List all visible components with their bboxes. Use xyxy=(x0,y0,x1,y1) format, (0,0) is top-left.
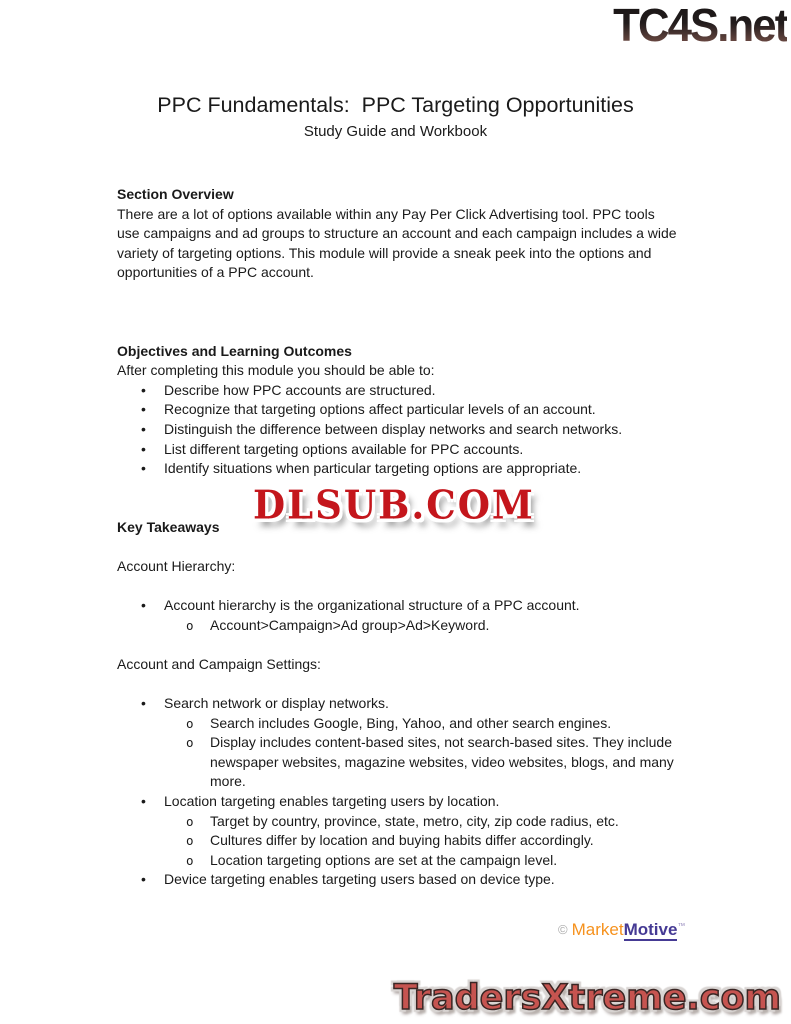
takeaway-bullet xyxy=(117,792,677,812)
takeaway-sub-bullet xyxy=(117,733,677,792)
marketmotive-logo xyxy=(558,920,685,940)
takeaway-bullet xyxy=(117,596,677,616)
objective-bullet xyxy=(117,420,677,440)
takeaway-bullet xyxy=(117,694,677,714)
sub-bullet-marker: o xyxy=(186,813,194,829)
bullet-marker: • xyxy=(141,401,146,418)
objective-bullet xyxy=(117,381,677,401)
sub-bullet-marker: o xyxy=(186,715,194,731)
takeaway-text: Display includes content-based sites, not search-based sites. They include newspaper websites, magazine websites, video websites, blogs, and many more. xyxy=(210,734,674,790)
document-body xyxy=(117,185,677,890)
campaign-settings-label: Account and Campaign Settings: xyxy=(117,655,321,672)
objective-bullet xyxy=(117,400,677,420)
tradersxtreme-watermark-logo: TradersXtreme.com xyxy=(393,978,781,1018)
trademark-symbol: ™ xyxy=(677,921,686,931)
objectives-intro: After completing this module you should be able to: xyxy=(117,362,435,379)
copyright-icon: © xyxy=(558,922,568,937)
takeaway-text: Account>Campaign>Ad group>Ad>Keyword. xyxy=(210,616,490,633)
takeaway-text: Cultures differ by location and buying habits differ accordingly. xyxy=(210,832,594,849)
bullet-marker: • xyxy=(141,460,146,477)
sub-bullet-marker: o xyxy=(186,852,194,868)
takeaway-sub-bullet xyxy=(117,714,677,734)
brand-market-text: Market xyxy=(571,920,624,939)
sub-bullet-marker: o xyxy=(186,617,194,633)
sub-bullet-marker: o xyxy=(186,735,194,751)
takeaway-sub-bullet xyxy=(117,616,677,636)
objective-bullet xyxy=(117,459,677,479)
objective-text: Describe how PPC accounts are structured. xyxy=(164,381,436,398)
page-subtitle: Study Guide and Workbook xyxy=(303,122,488,140)
takeaway-text: Account hierarchy is the organizational structure of a PPC account. xyxy=(164,597,580,614)
takeaway-text: Location targeting options are set at the campaign level. xyxy=(210,851,558,868)
section-overview-paragraph: There are a lot of options available within any Pay Per Click Advertising tool. PPC tools use campaigns and ad groups to structure an account and each campaign includes a wide variety of targeting options. This module will provide a sneak peek into the options and opportunities of a PPC account. xyxy=(117,205,677,281)
takeaway-text: Location targeting enables targeting users by location. xyxy=(164,793,500,810)
takeaway-text: Search network or display networks. xyxy=(164,695,389,712)
takeaway-sub-bullet xyxy=(117,812,677,832)
takeaway-text: Search includes Google, Bing, Yahoo, and other search engines. xyxy=(210,714,612,731)
takeaway-text: Target by country, province, state, metro, city, zip code radius, etc. xyxy=(210,812,619,829)
tc4s-watermark-logo: TC4S.net xyxy=(612,0,787,51)
bullet-marker: • xyxy=(141,440,146,457)
account-hierarchy-label: Account Hierarchy: xyxy=(117,557,236,574)
sub-bullet-marker: o xyxy=(186,833,194,849)
bullet-marker: • xyxy=(141,871,146,888)
bullet-marker: • xyxy=(141,793,146,810)
takeaway-text: Device targeting enables targeting users based on device type. xyxy=(164,871,555,888)
bullet-marker: • xyxy=(141,420,146,437)
takeaway-sub-bullet xyxy=(117,831,677,851)
objectives-heading: Objectives and Learning Outcomes xyxy=(117,342,352,359)
bullet-marker: • xyxy=(141,695,146,712)
key-takeaways-heading: Key Takeaways xyxy=(117,518,220,535)
objective-bullet xyxy=(117,440,677,460)
bullet-marker: • xyxy=(141,597,146,614)
bullet-marker: • xyxy=(141,381,146,398)
objective-text: Recognize that targeting options affect particular levels of an account. xyxy=(164,401,596,418)
brand-motive-text: Motive xyxy=(623,920,678,939)
section-overview-heading: Section Overview xyxy=(117,186,234,202)
objective-text: Identify situations when particular targeting options are appropriate. xyxy=(164,460,582,477)
objective-text: Distinguish the difference between display networks and search networks. xyxy=(164,420,623,437)
dlsub-watermark-logo: DLSUB.COM xyxy=(253,481,535,529)
takeaway-sub-bullet xyxy=(117,851,677,871)
objective-text: List different targeting options available for PPC accounts. xyxy=(164,440,524,457)
page-title: PPC Fundamentals: PPC Targeting Opportunities xyxy=(157,93,634,117)
takeaway-bullet xyxy=(117,870,677,890)
